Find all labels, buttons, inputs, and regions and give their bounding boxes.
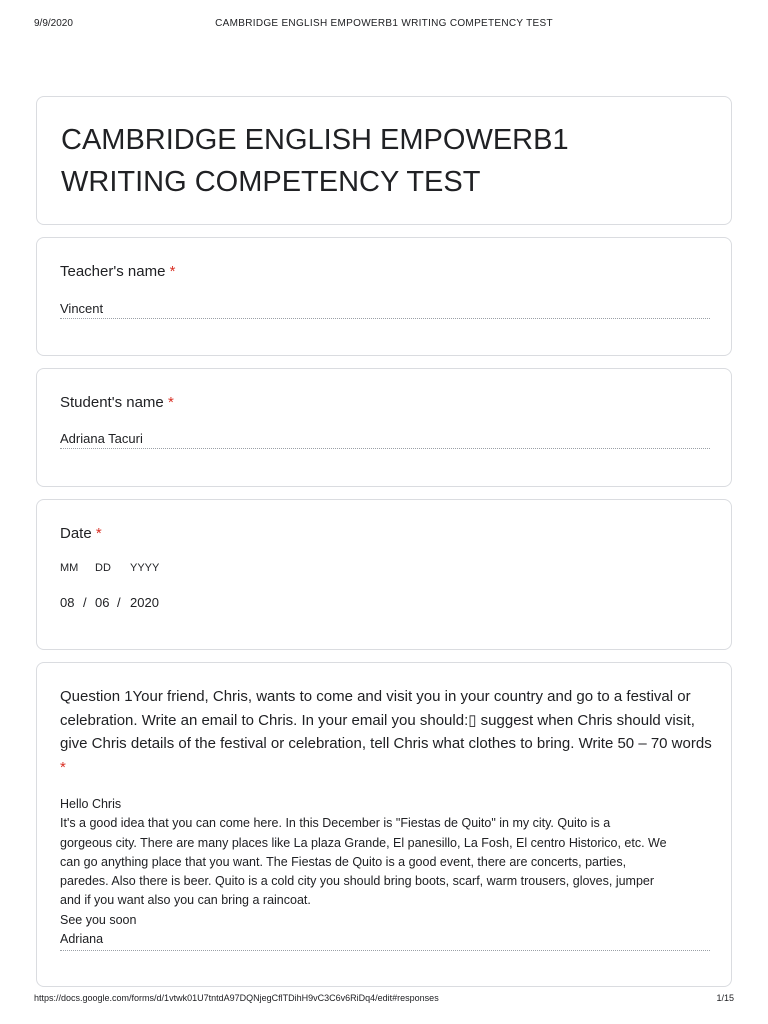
student-name-label (60, 391, 174, 415)
day-sublabel: DD (95, 562, 111, 574)
required-asterisk: * (95, 525, 102, 542)
date-question (36, 499, 732, 650)
date-label-text: Date (60, 525, 92, 542)
print-date: 9/9/2020 (34, 18, 73, 29)
date-separator: / (83, 595, 87, 610)
student-name-question (36, 368, 732, 487)
form-title-card (36, 96, 732, 225)
answer-line: Adriana (60, 932, 104, 947)
date-label (60, 522, 102, 546)
answer-line: and if you want also you can bring a raincoat. (60, 893, 311, 908)
required-asterisk: * (60, 758, 66, 776)
teacher-name-question (36, 237, 732, 356)
student-name-answer[interactable]: Adriana Tacuri (60, 431, 710, 449)
year-sublabel: YYYY (130, 562, 160, 574)
form-title: CAMBRIDGE ENGLISH EMPOWERB1 WRITING COMPETENCY TEST (61, 124, 569, 198)
answer-line: See you soon (60, 912, 137, 927)
answer-line: gorgeous city. There are many places like La plaza Grande, El panesillo, La Fosh, El centro Historico, etc. We (60, 835, 667, 850)
student-name-label-text: Student's name (60, 394, 164, 411)
month-field[interactable]: 08 (60, 595, 75, 610)
answer-line: paredes. Also there is beer. Quito is a cold city you should bring boots, scarf, warm trousers, gloves, jumper (60, 874, 655, 889)
print-url: https://docs.google.com/forms/d/1vtwk01U7tntdA97DQNjegCflTDihH9vC3C6v6RiDq4/edit#responses (34, 993, 439, 1003)
print-header (0, 18, 768, 32)
question-1-label (60, 685, 720, 779)
question-1-answer[interactable] (60, 795, 710, 951)
teacher-name-answer[interactable]: Vincent (60, 301, 710, 319)
year-field[interactable]: 2020 (130, 595, 159, 610)
answer-line: Hello Chris (60, 797, 122, 811)
print-title: CAMBRIDGE ENGLISH EMPOWERB1 WRITING COMPETENCY TEST (215, 18, 553, 29)
day-field[interactable]: 06 (95, 595, 110, 610)
teacher-name-label-text: Teacher's name (60, 263, 166, 280)
answer-line: It's a good idea that you can come here. In this December is "Fiestas de Quito" in my city. Quito is a (60, 816, 611, 831)
question-1-label-text: Question 1Your friend, Chris, wants to come and visit you in your country and go to a festival or celebration. Write an email to Chris. In your email you should:▯ suggest when Chris should visit, give Chris details of the festival or celebration, tell Chris what clothes to bring. Write 50 – 70 words (60, 688, 712, 752)
month-sublabel: MM (60, 562, 79, 574)
required-asterisk: * (169, 263, 176, 280)
page-number: 1/15 (716, 993, 734, 1003)
teacher-name-label (60, 260, 175, 284)
required-asterisk: * (167, 394, 174, 411)
question-1 (36, 662, 732, 987)
date-separator: / (117, 595, 121, 610)
answer-line: can go anything place that you want. The Fiestas de Quito is a good event, there are concerts, parties, (60, 854, 627, 869)
